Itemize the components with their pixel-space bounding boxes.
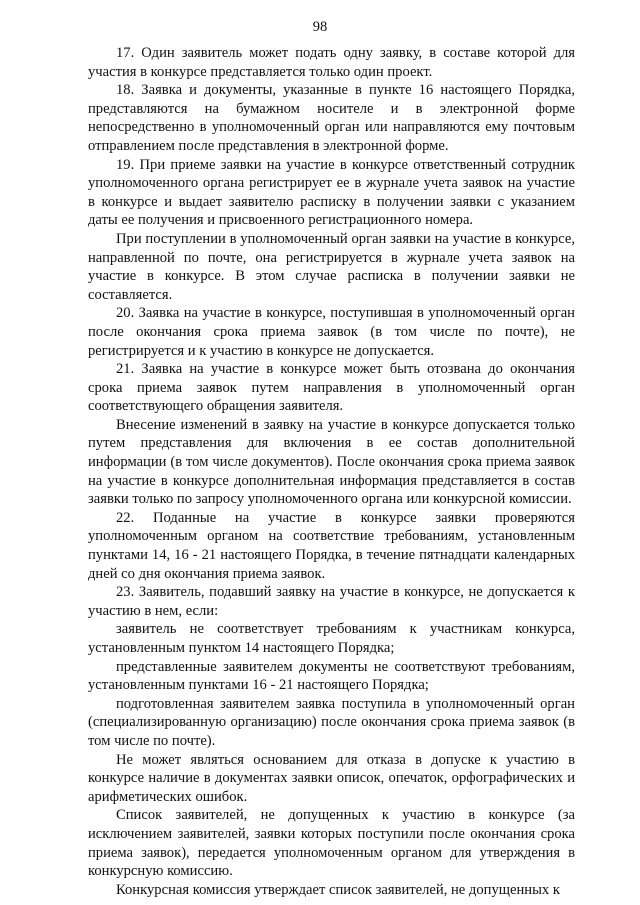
paragraph-20: 20. Заявка на участие в конкурсе, поступившая в уполномоченный орган после окончания срока приема заявок (в том числе по почте), не регистрируется и к участию в конкурсе не допускается. [88,305,575,359]
paragraph-commission: Конкурсная комиссия утверждает список заявителей, не допущенных к [116,881,560,898]
paragraph-23-item-1: заявитель не соответствует требованиям к участникам конкурса, установленным пунктом 14 настоящего Порядка; [88,621,575,656]
paragraph-22: 22. Поданные на участие в конкурсе заявки проверяются уполномоченным органом на соответствие требованиям, установленным пунктами 14, 16 - 21 настоящего Порядка, в течение пятнадцати календарных дней со дня окончания приема заявок. [88,509,575,582]
page-number: 98 [312,19,328,35]
paragraph-list: Список заявителей, не допущенных к участию в конкурсе (за исключением заявителей, заявки которых поступили после окончания срока приема заявок), передается уполномоченным органом для утверждения в конкурсную комиссию. [88,807,575,880]
paragraph-19-mail: При поступлении в уполномоченный орган заявки на участие в конкурсе, направленной по почте, она регистрируется в журнале учета заявок на участие в конкурсе. В этом случае расписка в получении заявки не составляется. [88,230,575,303]
document-body [88,44,575,899]
paragraph-errors: Не может являться основанием для отказа в допуске к участию в конкурсе наличие в документах заявки описок, опечаток, орфографических и арифметических ошибок. [88,751,575,805]
paragraph-23-item-3: подготовленная заявителем заявка поступила в уполномоченный орган (специализированную организацию) после окончания срока приема заявок (в том числе по почте). [88,695,575,749]
paragraph-21: 21. Заявка на участие в конкурсе может быть отозвана до окончания срока приема заявок путем направления в уполномоченный орган соответствующего обращения заявителя. [88,361,575,415]
paragraph-18: 18. Заявка и документы, указанные в пункте 16 настоящего Порядка, представляются на бумажном носителе и в электронной форме непосредственно в уполномоченный орган или направляются ему почтовым отправлением после представления в электронной форме. [88,82,575,154]
paragraph-23-item-2: представленные заявителем документы не соответствуют требованиям, установленным пунктами 16 - 21 настоящего Порядка; [88,658,575,694]
paragraph-21-changes: Внесение изменений в заявку на участие в конкурсе допускается только путем представления для включения в ее состав дополнительной информации (в том числе документов). После окончания срока приема заявок на участие в конкурсе дополнительная информация представляется в состав заявки только по запросу уполномоченного органа или конкурсной комиссии. [88,416,575,508]
paragraph-23: 23. Заявитель, подавший заявку на участие в конкурсе, не допускается к участию в нем, если: [88,584,575,619]
paragraph-19: 19. При приеме заявки на участие в конкурсе ответственный сотрудник уполномоченного органа регистрирует ее в журнале учета заявок на участие в конкурсе и выдает заявителю расписку в получении заявки с указанием даты ее получения и присвоенного регистрационного номера. [88,156,575,229]
paragraph-17: 17. Один заявитель может подать одну заявку, в составе которой для участия в конкурсе представляется только один проект. [88,45,575,80]
